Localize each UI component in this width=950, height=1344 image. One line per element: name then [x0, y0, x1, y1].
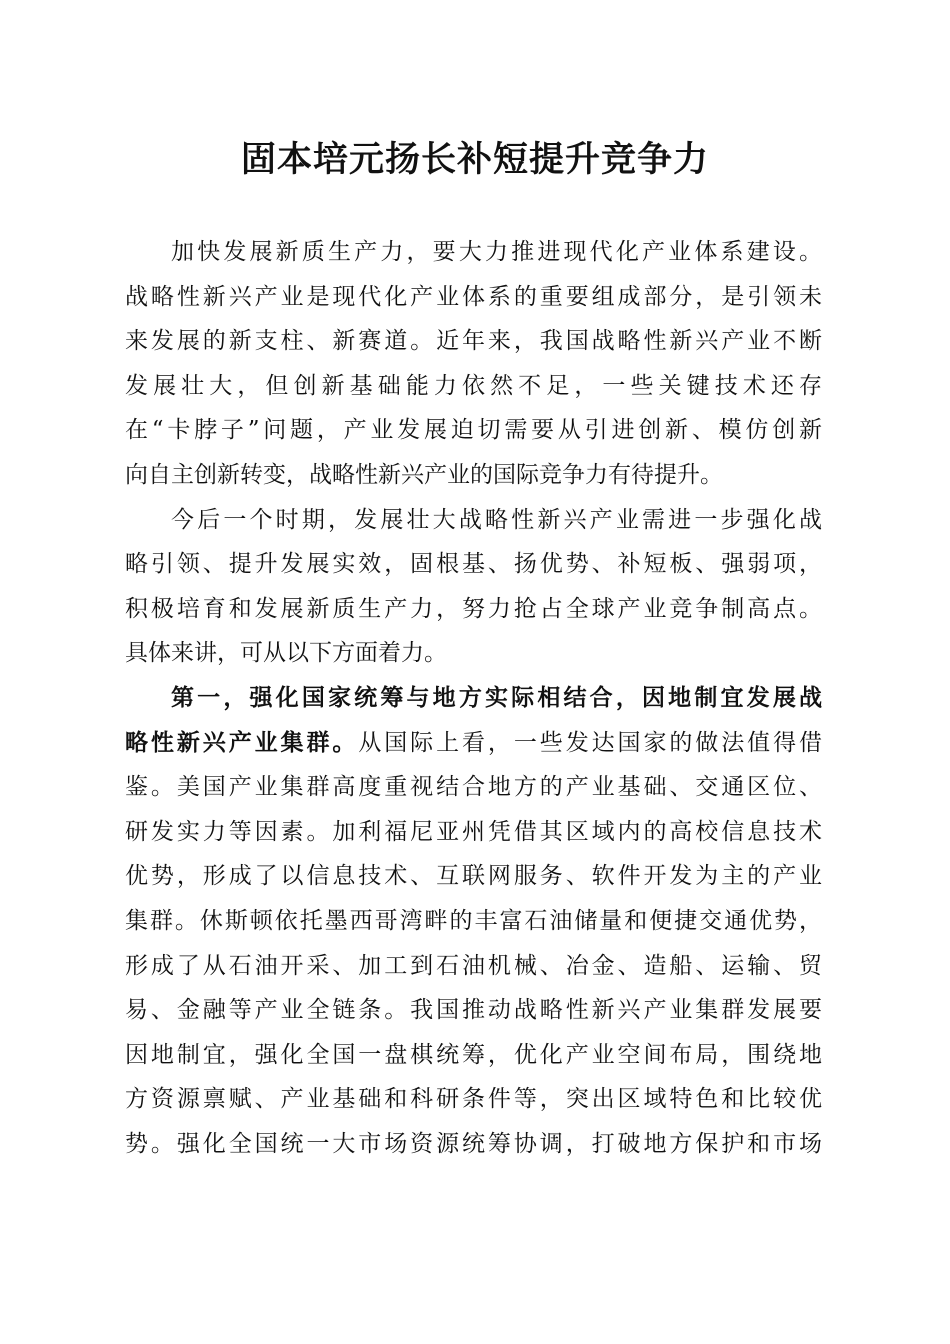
text-line [125, 721, 822, 766]
text-line [125, 230, 822, 275]
text: 加快发展新质生产力，要大力推进现代化产业体系建设。 [171, 239, 822, 265]
text: 因地制宜，强化全国一盘棋统筹，优化产业空间布局，围绕地 [125, 1041, 822, 1068]
text: 发展壮大，但创新基础能力依然不足，一些关键技术还存 [125, 372, 822, 399]
text: 方资源禀赋、产业基础和科研条件等，突出区域特色和比较优 [125, 1086, 822, 1113]
text: 易、金融等产业全链条。我国推动战略性新兴产业集群发展要 [125, 997, 822, 1024]
text: 形成了从石油开采、加工到石油机械、冶金、造船、运输、贸 [125, 952, 822, 979]
bold-text: 略性新兴产业集群。 [125, 728, 359, 756]
text-line [125, 275, 822, 320]
text: 在“卡脖子”问题，产业发展迫切需要从引进创新、模仿创新 [125, 417, 822, 444]
text-line [125, 587, 822, 632]
text: 向自主创新转变，战略性新兴产业的国际竞争力有待提升。 [125, 461, 723, 488]
text: 来发展的新支柱、新赛道。近年来，我国战略性新兴产业不断 [125, 328, 822, 355]
text-line [125, 810, 822, 855]
text: 集群。休斯顿依托墨西哥湾畔的丰富石油储量和便捷交通优势， [125, 907, 822, 934]
text-line [125, 631, 822, 676]
text-line [125, 676, 822, 721]
text: 战略性新兴产业是现代化产业体系的重要组成部分，是引领未 [125, 283, 822, 310]
text: 鉴。美国产业集群高度重视结合地方的产业基础、交通区位、 [125, 774, 822, 801]
paragraph [125, 676, 822, 1167]
bold-text: 第一，强化国家统筹与地方实际相结合，因地制宜发展战 [171, 683, 822, 711]
text-line [125, 1033, 822, 1078]
text-line [125, 319, 822, 364]
text: 积极培育和发展新质生产力，努力抢占全球产业竞争制高点。 [125, 595, 822, 622]
text: 优势，形成了以信息技术、互联网服务、软件开发为主的产业 [125, 863, 822, 890]
text: 势。强化全国统一大市场资源统筹协调，打破地方保护和市场 [125, 1130, 822, 1157]
text-line [125, 408, 822, 453]
text-line [125, 542, 822, 587]
text-line [125, 765, 822, 810]
text: 研发实力等因素。加利福尼亚州凭借其区域内的高校信息技术 [125, 818, 822, 845]
text-line [125, 1122, 822, 1167]
text-line [125, 1077, 822, 1122]
text-line [125, 453, 822, 498]
text-line [125, 899, 822, 944]
document-title: 固本培元扬长补短提升竞争力 [240, 139, 709, 180]
text-line [125, 854, 822, 899]
paragraph [125, 230, 822, 498]
text: 从国际上看，一些发达国家的做法值得借 [358, 729, 823, 756]
text: 具体来讲，可从以下方面着力。 [125, 640, 447, 667]
text-line [125, 944, 822, 989]
text: 略引领、提升发展实效，固根基、扬优势、补短板、强弱项， [125, 551, 822, 578]
paragraph [125, 498, 822, 676]
text: 今后一个时期，发展壮大战略性新兴产业需进一步强化战 [171, 506, 822, 533]
text-line [125, 498, 822, 543]
text-line [125, 988, 822, 1033]
document-body [125, 230, 822, 1166]
text-line [125, 364, 822, 409]
